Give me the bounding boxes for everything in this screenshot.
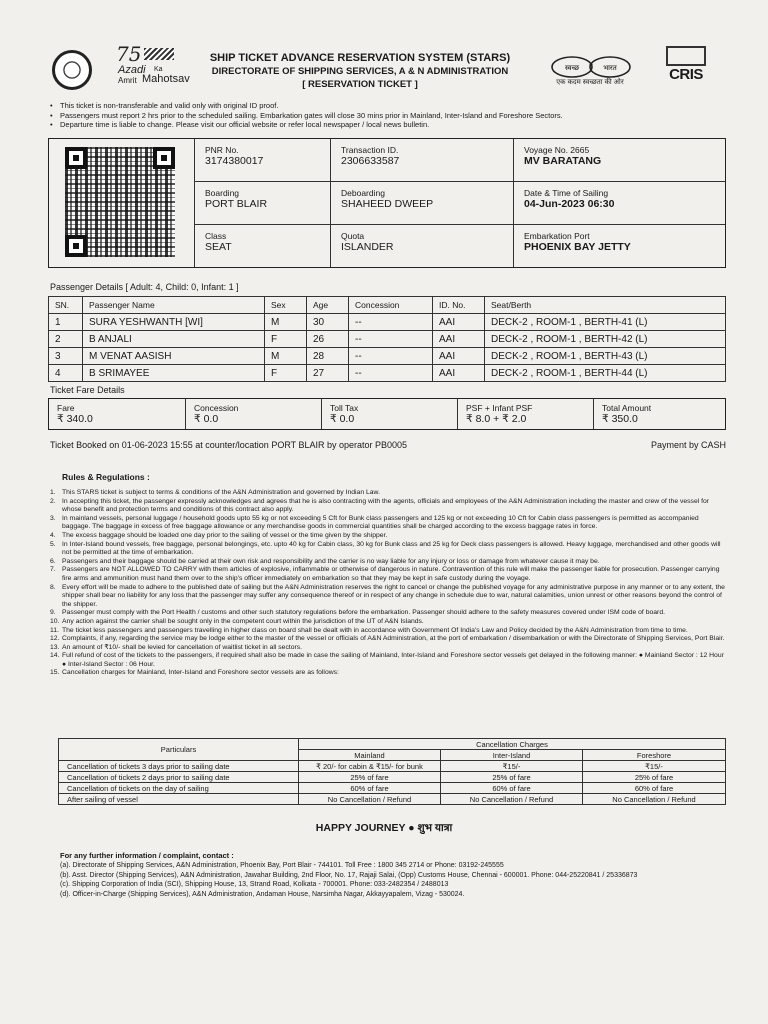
class-label: Class (205, 231, 227, 241)
rule-number: 6. (50, 557, 56, 565)
table-cell: B ANJALI (83, 331, 265, 348)
qr-finder-pattern (153, 147, 175, 169)
table-cell: No Cancellation / Refund (299, 794, 441, 805)
table-cell: 27 (307, 365, 349, 382)
column-header: ID. No. (433, 297, 485, 314)
class-cell (194, 225, 330, 267)
flag-icon (144, 48, 174, 60)
concession-cell (185, 399, 321, 429)
table-cell: 1 (49, 314, 83, 331)
table-cell: 3 (49, 348, 83, 365)
table-cell: ₹ 20/- for cabin & ₹15/- for bunk (299, 761, 441, 772)
sailing-value: 04-Jun-2023 06:30 (524, 198, 615, 210)
voyage-cell (513, 139, 725, 182)
table-cell: AAI (433, 314, 485, 331)
total-amount-value: ₹ 350.0 (602, 413, 638, 425)
rule-text: Passenger must comply with the Port Health / customs and other such statutory regulations before the embarkation. Passenger should adhere to the safety measures covered under ISM code of board. (62, 609, 665, 617)
table-cell: F (265, 331, 307, 348)
table-cell: M (265, 314, 307, 331)
table-cell: 4 (49, 365, 83, 382)
rule-text: Full refund of cost of the tickets to the passengers, if required shall also be made in case the sailing of Mainland, Inter-Island and Foreshore sector vessels get delayed in the following manner: ● Mainland Sector : 12 Hour ● Inter-Island Sector : 06 Hour. (62, 652, 724, 668)
table-cell: Cancellation of tickets 2 days prior to sailing date (59, 772, 299, 783)
qr-finder-pattern (65, 147, 87, 169)
booking-text: Ticket Booked on 01-06-2023 15:55 at counter/location PORT BLAIR by operator PB0005 (50, 440, 408, 450)
deboarding-value: SHAHEED DWEEP (341, 198, 434, 210)
table-cell: SURA YESHWANTH [WI] (83, 314, 265, 331)
payment-mode: Payment by CASH (650, 440, 726, 450)
quota-label: Quota (341, 231, 365, 241)
booking-info (50, 440, 726, 450)
table-cell: M (265, 348, 307, 365)
table-cell: F (265, 365, 307, 382)
pnr-label: PNR No. (205, 145, 239, 155)
rule-item (50, 652, 728, 669)
rule-text: In accepting this ticket, the passenger expressly acknowledges and agrees that he is also contracting with the agents, officials and employees of the A&N Administration including the master and crew of the vessel for whose benefit and protection terms and conditions of this contract also apply. (62, 497, 710, 514)
vessel-name: MV BARATANG (524, 155, 602, 167)
rule-number: 15. (50, 669, 60, 677)
table-header-row (59, 739, 726, 750)
table-cell: -- (349, 365, 433, 382)
rule-number: 13. (50, 643, 60, 651)
table-row (49, 314, 726, 331)
rule-item (50, 541, 728, 558)
bullet-icon: ● (408, 822, 418, 834)
table-cell: DECK-2 , ROOM-1 , BERTH-41 (L) (485, 314, 726, 331)
swachh-word: स्वच्छ (564, 64, 580, 72)
table-cell: No Cancellation / Refund (583, 794, 726, 805)
ticket-type-label: [ RESERVATION TICKET ] (302, 79, 418, 90)
table-row (49, 365, 726, 382)
table-cell: After sailing of vessel (59, 794, 299, 805)
table-row (59, 772, 726, 783)
azadi-ka-amrit-mahotsav-logo (116, 42, 190, 92)
glasses-icon (548, 54, 632, 78)
rule-text: The ticket less passengers and passengers travelling in higher class on board shall be dealt with in accordance with Government Of India's Law and Policy decided by the A&N Administration from time to time. (62, 626, 688, 634)
rule-item (50, 566, 728, 583)
logo-word-ka: Ka (154, 66, 163, 73)
rule-item (50, 618, 728, 627)
table-header-row (49, 297, 726, 314)
sector-header: Foreshore (583, 750, 726, 761)
rule-text: An amount of ₹10/- shall be levied for cancellation of waitlist ticket in all sectors. (62, 643, 303, 651)
happy-journey-hindi: शुभ यात्रा (417, 822, 453, 834)
particulars-header: Particulars (59, 739, 299, 761)
sailing-cell (513, 182, 725, 225)
rule-item (50, 532, 728, 541)
table-cell: M VENAT AASISH (83, 348, 265, 365)
ticket-info-box (48, 138, 726, 268)
table-cell: 25% of fare (583, 772, 726, 783)
column-header: Sex (265, 297, 307, 314)
toll-tax-label: Toll Tax (330, 403, 359, 413)
rule-item (50, 635, 728, 644)
rule-number: 10. (50, 617, 60, 625)
column-header: Seat/Berth (485, 297, 726, 314)
swachh-bharat-logo (542, 50, 638, 94)
table-row (59, 761, 726, 772)
charges-header: Cancellation Charges (299, 739, 726, 750)
toll-tax-cell (321, 399, 457, 429)
deboarding-label: Deboarding (341, 188, 385, 198)
rule-item (50, 558, 728, 567)
table-row (59, 783, 726, 794)
column-header: Passenger Name (83, 297, 265, 314)
quota-cell (330, 225, 513, 267)
table-cell: 60% of fare (583, 783, 726, 794)
rule-number: 4. (50, 531, 56, 539)
psf-cell (457, 399, 593, 429)
table-cell: -- (349, 314, 433, 331)
fare-cell (49, 399, 185, 429)
national-emblem-logo (52, 50, 92, 90)
table-row (49, 348, 726, 365)
passenger-details-heading: Passenger Details [ Adult: 4, Child: 0, Infant: 1 ] (50, 282, 239, 292)
contact-heading: For any further information / complaint, contact : (60, 851, 234, 860)
page-subtitle: DIRECTORATE OF SHIPPING SERVICES, A & N ADMINISTRATION (211, 66, 509, 77)
psf-label: PSF + Infant PSF (466, 403, 533, 413)
fare-details-heading: Ticket Fare Details (50, 385, 125, 395)
transaction-cell (330, 139, 513, 182)
cris-emblem-icon (666, 46, 706, 66)
table-cell: DECK-2 , ROOM-1 , BERTH-44 (L) (485, 365, 726, 382)
logo-word-azadi: Azadi (118, 64, 146, 76)
ticket-title-block (190, 52, 530, 91)
table-cell: ₹15/- (441, 761, 583, 772)
rule-item (50, 498, 728, 515)
rule-item (50, 669, 728, 678)
fare-label: Fare (57, 403, 75, 413)
cris-logo (662, 46, 710, 88)
rule-item (50, 584, 728, 610)
table-cell: AAI (433, 348, 485, 365)
note-item: • Passengers must report 2 hrs prior to the scheduled sailing. Embarkation gates will close 30 mins prior in Mainland, Inter-Island and Foreshore Sectors. (50, 111, 730, 121)
sailing-label: Date & Time of Sailing (524, 188, 609, 198)
contact-line: (a). Directorate of Shipping Services, A&N Administration, Phoenix Bay, Port Blair - 744101. Toll Free : 1800 345 2714 or Phone: 03192-245555 (60, 862, 504, 869)
voyage-label: Voyage No. 2665 (524, 145, 590, 155)
table-row (59, 794, 726, 805)
passenger-table (48, 296, 726, 382)
boarding-cell (194, 182, 330, 225)
sector-header: Mainland (299, 750, 441, 761)
rule-number: 11. (50, 626, 59, 634)
rule-item (50, 644, 728, 653)
table-cell: No Cancellation / Refund (441, 794, 583, 805)
table-cell: 30 (307, 314, 349, 331)
embarkation-port-cell (513, 225, 725, 267)
table-cell: Cancellation of tickets 3 days prior to sailing date (59, 761, 299, 772)
table-cell: B SRIMAYEE (83, 365, 265, 382)
transaction-label: Transaction ID. (341, 145, 399, 155)
column-header: Concession (349, 297, 433, 314)
rule-text: Passengers and their baggage should be carried at their own risk and responsibility and the carrier is no way liable for any injury or loss or damage from whatever cause it may be. (62, 557, 600, 565)
bharat-word: भारत (603, 64, 617, 72)
contact-line: (d). Officer-in-Charge (Shipping Services), A&N Administration, Andaman House, Narsimha Nagar, Akkayyapalem, Vizag - 530024. (60, 890, 465, 898)
logo-word-amrit: Amrit (118, 76, 137, 85)
table-cell: 26 (307, 331, 349, 348)
contact-section (60, 851, 730, 899)
rule-item (50, 627, 728, 636)
logo-number: 75 (116, 42, 142, 66)
rule-item (50, 609, 728, 618)
pnr-value: 3174380017 (205, 155, 264, 167)
table-cell: -- (349, 331, 433, 348)
rule-number: 12. (50, 635, 60, 643)
rule-number: 8. (50, 583, 56, 591)
rule-text: The excess baggage should be loaded one day prior to the sailing of vessel or the time given by the shipper. (62, 531, 388, 539)
boarding-value: PORT BLAIR (205, 198, 268, 210)
contact-line: (c). Shipping Corporation of India (SCI), Shipping House, 13, Strand Road, Kolkata - 700001. Phone: 033-2482354 / 2488013 (60, 881, 449, 889)
rule-item (50, 489, 728, 498)
contact-line: (b). Asst. Director (Shipping Services), A&N Administration, Jawahar Building, 2nd Floor, No. 17, Rajaji Salai, (Opp) Customs House, Chennai - 600001. Phone: 044-25220841 / 25336873 (60, 871, 638, 879)
rule-number: 7. (50, 566, 56, 574)
toll-tax-value: ₹ 0.0 (330, 413, 355, 425)
rule-text: Complaints, if any, regarding the service may be lodge either to the master of the vessel or officials of A&N Administration, at the port of embarkation / disembarkation or with the Directorate of Shipping Services, Port Blair. (62, 635, 725, 643)
happy-journey-banner (0, 821, 768, 835)
table-cell: Cancellation of tickets on the day of sailing (59, 783, 299, 794)
total-amount-cell (593, 399, 724, 429)
transaction-value: 2306633587 (341, 155, 400, 167)
table-cell: DECK-2 , ROOM-1 , BERTH-42 (L) (485, 331, 726, 348)
cancellation-table (58, 738, 726, 805)
table-cell: 60% of fare (299, 783, 441, 794)
fare-value: ₹ 340.0 (57, 413, 93, 425)
swachh-tagline: एक कदम स्वच्छता की ओर (556, 79, 624, 86)
quota-value: ISLANDER (341, 241, 394, 253)
table-cell: 25% of fare (299, 772, 441, 783)
rule-number: 3. (50, 514, 56, 522)
table-row (49, 331, 726, 348)
qr-code (65, 147, 175, 257)
rule-text: Any action against the carrier shall be sought only in the competent court within the jurisdiction of the UT of A&N Islands. (62, 617, 424, 625)
table-cell: 2 (49, 331, 83, 348)
logo-word-mahotsav: Mahotsav (142, 73, 190, 85)
note-item: • Departure time is liable to change. Please visit our official website or refer local newspaper / local news bulletin. (50, 120, 730, 130)
cris-label: CRIS (669, 66, 703, 83)
table-cell: ₹15/- (583, 761, 726, 772)
rule-number: 14. (50, 652, 60, 660)
table-cell: -- (349, 348, 433, 365)
rule-text: In mainland vessels, personal luggage / household goods upto 55 kg or not exceeding 5 Cft for Bunk class passengers and 125 kg or not exceeding 10 Cft for Cabin class passengers is permitted as accompanied baggage. The baggage in excess of free baggage allowance or any merchandise goods in commercial quantities shall be charged according to the excess baggage rates in force. (62, 514, 699, 531)
rule-item (50, 515, 728, 532)
class-value: SEAT (205, 241, 232, 253)
concession-label: Concession (194, 403, 239, 413)
rules-list (50, 489, 728, 678)
table-cell: DECK-2 , ROOM-1 , BERTH-43 (L) (485, 348, 726, 365)
rules-title: Rules & Regulations : (62, 472, 150, 482)
note-item: • This ticket is non-transferable and valid only with original ID proof. (50, 101, 730, 111)
deboarding-cell (330, 182, 513, 225)
embarkation-port-value: PHOENIX BAY JETTY (524, 241, 631, 253)
sector-header: Inter-Island (441, 750, 583, 761)
fare-box (48, 398, 726, 430)
column-header: Age (307, 297, 349, 314)
rule-number: 5. (50, 540, 56, 548)
ticket-info-grid (194, 139, 725, 267)
happy-journey-text: HAPPY JOURNEY (315, 822, 406, 834)
pnr-cell (194, 139, 330, 182)
total-amount-label: Total Amount (602, 403, 652, 413)
page-title: SHIP TICKET ADVANCE RESERVATION SYSTEM (STARS) (209, 52, 511, 64)
rule-text: This STARS ticket is subject to terms & conditions of the A&N Administration and governed by Indian Law. (62, 489, 380, 496)
rule-number: 2. (50, 497, 56, 505)
table-cell: 25% of fare (441, 772, 583, 783)
table-cell: AAI (433, 365, 485, 382)
rule-number: 9. (50, 609, 56, 617)
boarding-label: Boarding (205, 188, 240, 198)
ticket-notes (50, 101, 730, 130)
embarkation-port-label: Embarkation Port (524, 231, 590, 241)
rule-text: Passengers are NOT ALLOWED TO CARRY with them articles of explosive, inflammable or otherwise of dangerous in nature. Contravention of this rule will make the passenger liable for prosecution. Passenger carrying fire arms and ammunition must hand them over to the ship's officer immediately on embarkation so that they may be kept in safe custody during the voyage. (62, 566, 720, 582)
psf-value: ₹ 8.0 + ₹ 2.0 (466, 413, 527, 425)
rule-number: 1. (50, 489, 56, 496)
table-cell: 28 (307, 348, 349, 365)
concession-value: ₹ 0.0 (194, 413, 219, 425)
column-header: SN. (49, 297, 83, 314)
rule-text: Cancellation charges for Mainland, Inter-Island and Foreshore sector vessels are as follows: (62, 669, 339, 677)
qr-finder-pattern (65, 235, 87, 257)
table-cell: 60% of fare (441, 783, 583, 794)
rule-text: Every effort will be made to adhere to the published date of sailing but the A&N Administration reserves the right to cancel or change the published voyage for any administrative purpose in any manner or to any extent, the shipper shall bear no liability for any loss that the passenger may suffer any consequence thereof or in respect of any change in schedule due to war, natural calamities, union unrest or other reasons beyond the control of the shipper. (62, 583, 725, 608)
rule-text: In Inter-Island bound vessels, free baggage, personal belongings, etc. upto 40 kg for Cabin class, 30 kg for Bunk class and 25 kg for Deck class passengers is allowed. Heavy luggage, merchandised and other goods will not be permitted at the time of embarkation. (62, 540, 721, 557)
table-cell: AAI (433, 331, 485, 348)
